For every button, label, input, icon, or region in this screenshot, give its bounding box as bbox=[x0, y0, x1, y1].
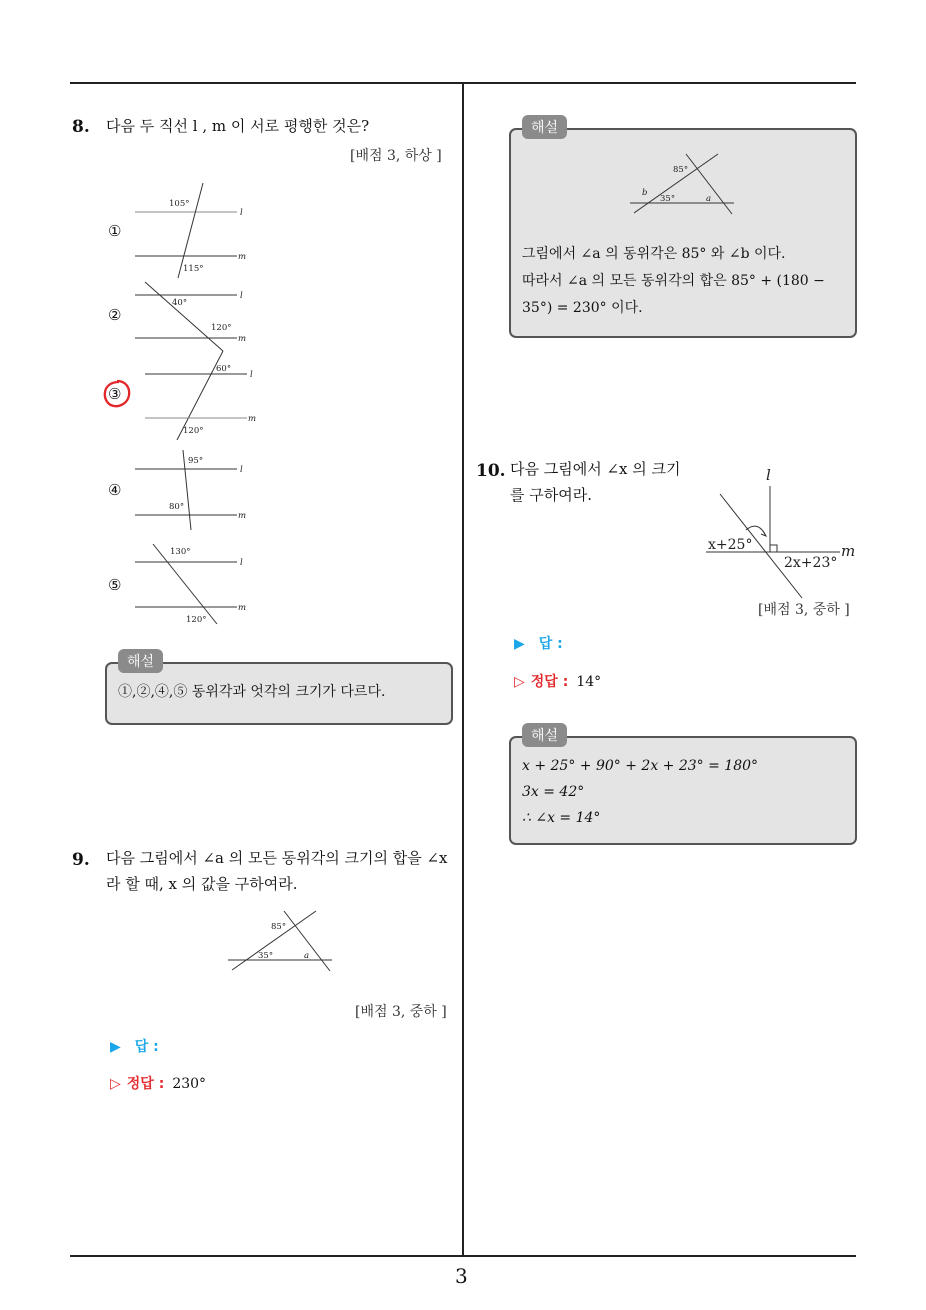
q9-answer-label: 답 : bbox=[134, 1039, 159, 1055]
o3-label-m: m bbox=[248, 414, 257, 424]
q9-explanation-line2: 따라서 ∠a 의 모든 동위각의 합은 85° + (180 − bbox=[522, 273, 825, 289]
q8-option-5[interactable]: ⑤ bbox=[108, 576, 122, 594]
o4-label-l: l bbox=[240, 465, 243, 475]
q10-right-angle-mark bbox=[770, 545, 777, 552]
q9-angle-35: 35° bbox=[258, 951, 274, 961]
answer-arrow-icon: ▶ bbox=[514, 636, 525, 652]
o3-angle-bottom: 120° bbox=[183, 426, 204, 436]
q9-explanation-figure bbox=[626, 150, 738, 218]
correct-arrow-icon: ▷ bbox=[514, 674, 525, 690]
q10-correct-label: 정답 : bbox=[530, 674, 569, 690]
q9-explanation-line1: 그림에서 ∠a 의 동위각은 85° 와 ∠b 이다. bbox=[522, 246, 786, 262]
o1-angle-top: 105° bbox=[169, 199, 190, 209]
q8-explanation-text: ①,②,④,⑤ 동위각과 엇각의 크기가 다르다. bbox=[118, 684, 386, 700]
column-divider bbox=[462, 84, 464, 1256]
q10-angle-2x23: 2x+23° bbox=[784, 555, 838, 571]
q9-question-line2: 라 할 때, x 의 값을 구하여라. bbox=[106, 875, 298, 893]
q10-angle-x25: x+25° bbox=[708, 537, 753, 553]
bottom-rule bbox=[70, 1255, 856, 1257]
q10-correct-value: 14° bbox=[576, 674, 602, 690]
q10-correct-row bbox=[514, 671, 601, 691]
q9-answer-row bbox=[110, 1036, 159, 1056]
q10-label-l: l bbox=[766, 466, 771, 484]
q9-angle-a: a bbox=[304, 951, 310, 961]
o2-angle-bottom: 120° bbox=[211, 323, 232, 333]
q9-angle-85: 85° bbox=[271, 922, 287, 932]
q10-explanation-tag: 해설 bbox=[522, 723, 567, 747]
q8-number: 8. bbox=[72, 117, 90, 137]
o1-label-m: m bbox=[238, 252, 247, 262]
q10-figure bbox=[700, 460, 860, 602]
q8-option-1[interactable]: ① bbox=[108, 222, 122, 240]
o1-label-l: l bbox=[240, 208, 243, 218]
q8-option-2[interactable]: ② bbox=[108, 306, 122, 324]
o3-angle-top: 60° bbox=[216, 364, 232, 374]
q10-question-line2: 를 구하여라. bbox=[510, 486, 592, 504]
o4-angle-bottom: 80° bbox=[169, 502, 185, 512]
q8-explanation-tag: 해설 bbox=[118, 649, 163, 673]
answer-arrow-icon: ▶ bbox=[110, 1039, 121, 1055]
page-number: 3 bbox=[455, 1264, 468, 1288]
o4-label-m: m bbox=[238, 511, 247, 521]
q9-correct-value: 230° bbox=[172, 1076, 207, 1092]
q10-question-line1: 다음 그림에서 ∠x 의 크기 bbox=[510, 460, 681, 478]
q9-question-line1: 다음 그림에서 ∠a 의 모든 동위각의 크기의 합을 ∠x bbox=[106, 849, 448, 867]
o1-angle-bottom: 115° bbox=[183, 264, 204, 274]
q10-number: 10. bbox=[476, 461, 506, 481]
o3-label-l: l bbox=[250, 370, 253, 380]
q9-correct-row bbox=[110, 1073, 206, 1093]
o5-label-l: l bbox=[240, 558, 243, 568]
q9-number: 9. bbox=[72, 850, 90, 870]
q8-score: [배점 3, 하상 ] bbox=[350, 148, 442, 164]
q9-explanation-tag: 해설 bbox=[522, 115, 567, 139]
o2-label-l: l bbox=[240, 291, 243, 301]
o2-label-m: m bbox=[238, 334, 247, 344]
q9-score: [배점 3, 중하 ] bbox=[355, 1004, 447, 1020]
correct-arrow-icon: ▷ bbox=[110, 1076, 121, 1092]
q10-explanation-line1: x + 25° + 90° + 2x + 23° = 180° bbox=[522, 758, 759, 774]
q9-explanation-line3: 35°) = 230° 이다. bbox=[522, 300, 643, 316]
q10-answer-row bbox=[514, 633, 563, 653]
q8-question-text: 다음 두 직선 l , m 이 서로 평행한 것은? bbox=[106, 117, 370, 135]
q9e-angle-85: 85° bbox=[673, 165, 689, 175]
q9-figure bbox=[224, 907, 336, 975]
q10-label-m: m bbox=[841, 542, 856, 560]
q9-correct-label: 정답 : bbox=[126, 1076, 165, 1092]
q10-explanation-line3: ∴ ∠x = 14° bbox=[522, 810, 601, 826]
o4-angle-top: 95° bbox=[188, 456, 204, 466]
q8-option-3[interactable]: ③ bbox=[108, 385, 122, 403]
q10-answer-label: 답 : bbox=[538, 636, 563, 652]
o2-transversal bbox=[145, 282, 223, 351]
o5-angle-top: 130° bbox=[170, 547, 191, 557]
q9e-angle-35: 35° bbox=[660, 194, 676, 204]
q9e-angle-b: b bbox=[642, 188, 648, 198]
o5-angle-bottom: 120° bbox=[186, 615, 207, 625]
q10-explanation-line2: 3x = 42° bbox=[522, 784, 585, 800]
q10-score: [배점 3, 중하 ] bbox=[758, 602, 850, 618]
q8-option-4[interactable]: ④ bbox=[108, 481, 122, 499]
q8-option-figures bbox=[125, 178, 265, 628]
o5-label-m: m bbox=[238, 603, 247, 613]
o2-angle-top: 40° bbox=[172, 298, 188, 308]
q9e-angle-a: a bbox=[706, 194, 712, 204]
